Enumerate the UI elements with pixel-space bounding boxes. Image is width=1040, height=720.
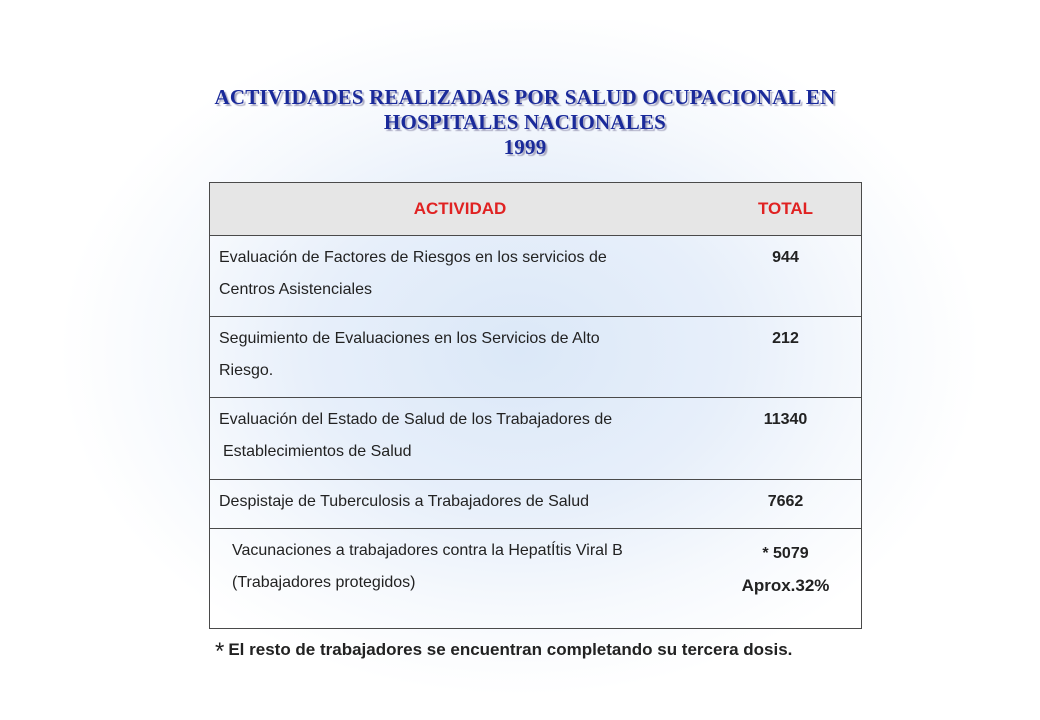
footnote-text: El resto de trabajadores se encuentran completando su tercera dosis.	[228, 640, 793, 659]
activity-cell	[210, 529, 711, 629]
page-title	[160, 85, 890, 160]
activity-text-line-1: Evaluación del Estado de Salud de los Trabajadores de	[219, 411, 613, 428]
total-percentage-note: Aprox.32%	[741, 576, 830, 595]
total-cell	[710, 529, 862, 629]
total-cell: 11340	[710, 398, 862, 480]
table-row	[210, 480, 862, 529]
header-activity: ACTIVIDAD	[210, 183, 711, 236]
title-line-2: HOSPITALES NACIONALES	[383, 110, 667, 134]
title-line-3: 1999	[503, 135, 547, 159]
total-value: * 5079	[762, 545, 809, 562]
activity-text-line-1: Evaluación de Factores de Riesgos en los servicios de	[219, 249, 607, 266]
total-cell: 944	[710, 236, 862, 317]
activity-cell	[210, 236, 711, 317]
activity-cell	[210, 480, 711, 529]
footnote-asterisk: *	[215, 638, 225, 665]
table-row	[210, 529, 862, 629]
activity-cell	[210, 398, 711, 480]
table-row	[210, 317, 862, 398]
activity-text-line-1: Despistaje de Tuberculosis a Trabajadores de Salud	[219, 493, 589, 510]
total-cell: 7662	[710, 480, 862, 529]
activity-text-line-2: Riesgo.	[219, 362, 274, 379]
activities-table	[209, 182, 862, 629]
header-total: TOTAL	[710, 183, 862, 236]
activity-text-line-1: Seguimiento de Evaluaciones en los Servicios de Alto	[219, 330, 600, 347]
table-header-row	[210, 183, 862, 236]
activity-cell	[210, 317, 711, 398]
activity-text-line-2: (Trabajadores protegidos)	[232, 574, 416, 591]
activity-text-line-1: Vacunaciones a trabajadores contra la HepatÍtis Viral B	[232, 542, 623, 559]
footnote	[215, 638, 875, 666]
table-row	[210, 398, 862, 480]
title-line-1: ACTIVIDADES REALIZADAS POR SALUD OCUPACIONAL EN	[214, 85, 836, 109]
table-row	[210, 236, 862, 317]
activity-text-line-2: Centros Asistenciales	[219, 281, 372, 298]
activity-text-line-2: Establecimientos de Salud	[223, 443, 412, 460]
total-cell: 212	[710, 317, 862, 398]
